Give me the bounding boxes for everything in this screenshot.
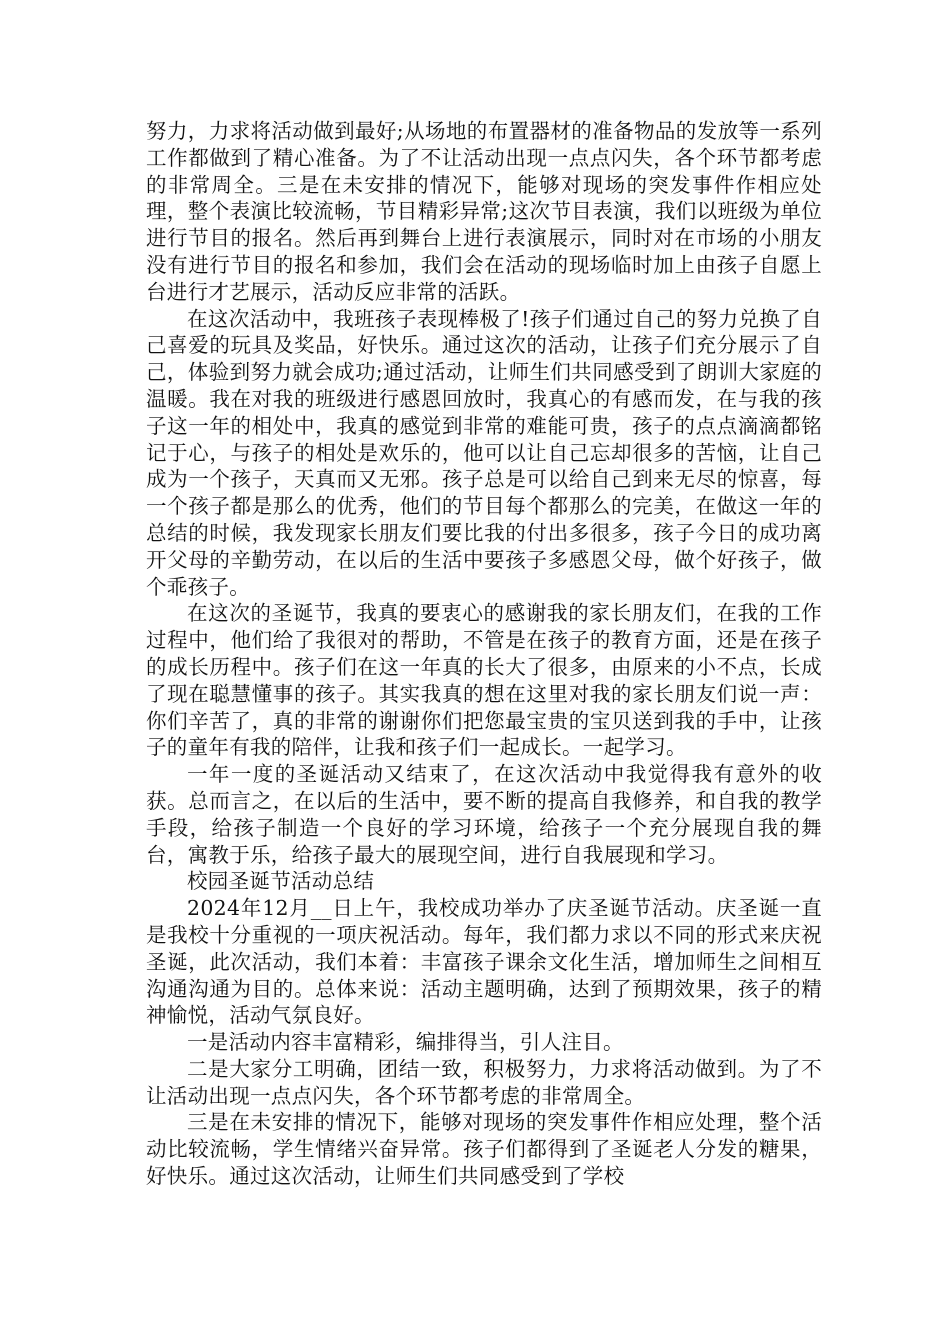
document-body	[146, 118, 822, 1190]
paragraph-6: 2024年12月__日上午，我校成功举办了庆圣诞节活动。庆圣诞一直是我校十分重视的一项庆祝活动。每年，我们都力求以不同的形式来庆祝圣诞，此次活动，我们本着：丰富孩子课余文化生活，增加师生之间相互沟通沟通为目的。总体来说：活动主题明确，达到了预期效果，孩子的精神愉悦，活动气氛良好。	[146, 896, 822, 1028]
paragraph-9: 三是在未安排的情况下，能够对现场的突发事件作相应处理，整个活动比较流畅，学生情绪兴奋异常。孩子们都得到了圣诞老人分发的糖果，好快乐。通过这次活动，让师生们共同感受到了学校	[146, 1110, 822, 1189]
paragraph-7: 一是活动内容丰富精彩，编排得当，引人注目。	[187, 1030, 624, 1055]
paragraph-8: 二是大家分工明确，团结一致，积极努力，力求将活动做到。为了不让活动出现一点点闪失，各个环节都考虑的非常周全。	[146, 1056, 822, 1108]
paragraph-4: 一年一度的圣诞活动又结束了，在这次活动中我觉得我有意外的收获。总而言之，在以后的生活中，要不断的提高自我修养，和自我的教学手段，给孩子制造一个良好的学习环境，给孩子一个充分展现自我的舞台，寓教于乐，给孩子最大的展现空间，进行自我展现和学习。	[146, 762, 822, 867]
paragraph-1: 努力，力求将活动做到最好;从场地的布置器材的准备物品的发放等一系列工作都做到了精心准备。为了不让活动出现一点点闪失，各个环节都考虑的非常周全。三是在未安排的情况下，能够对现场的突发事件作相应处理，整个表演比较流畅，节目精彩异常;这次节目表演，我们以班级为单位进行节目的报名。然后再到舞台上进行表演展示，同时对在市场的小朋友没有进行节目的报名和参加，我们会在活动的现场临时加上由孩子自愿上台进行才艺展示，活动反应非常的活跃。	[146, 119, 822, 304]
section-heading: 校园圣诞节活动总结	[187, 869, 375, 894]
paragraph-2: 在这次活动中，我班孩子表现棒极了!孩子们通过自己的努力兑换了自己喜爱的玩具及奖品，好快乐。通过这次的活动，让孩子们充分展示了自己，体验到努力就会成功;通过活动，让师生们共同感受到了朗训大家庭的温暖。我在对我的班级进行感恩回放时，我真心的有感而发，在与我的孩子这一年的相处中，我真的感觉到非常的难能可贵，孩子的点点滴滴都铭记于心，与孩子的相处是欢乐的，他可以让自己忘却很多的苦恼，让自己成为一个孩子，天真而又无邪。孩子总是可以给自己到来无尽的惊喜，每一个孩子都是那么的优秀，他们的节目每个都那么的完美，在做这一年的总结的时候，我发现家长朋友们要比我的付出多很多，孩子今日的成功离开父母的辛勤劳动，在以后的生活中要孩子多感恩父母，做个好孩子，做个乖孩子。	[146, 306, 822, 599]
paragraph-3: 在这次的圣诞节，我真的要衷心的感谢我的家长朋友们，在我的工作过程中，他们给了我很对的帮助，不管是在孩子的教育方面，还是在孩子的成长历程中。孩子们在这一年真的长大了很多，由原来的小不点，长成了现在聪慧懂事的孩子。其实我真的想在这里对我的家长朋友们说一声：你们辛苦了，真的非常的谢谢你们把您最宝贵的宝贝送到我的手中，让孩子的童年有我的陪伴，让我和孩子们一起成长。一起学习。	[146, 601, 822, 760]
